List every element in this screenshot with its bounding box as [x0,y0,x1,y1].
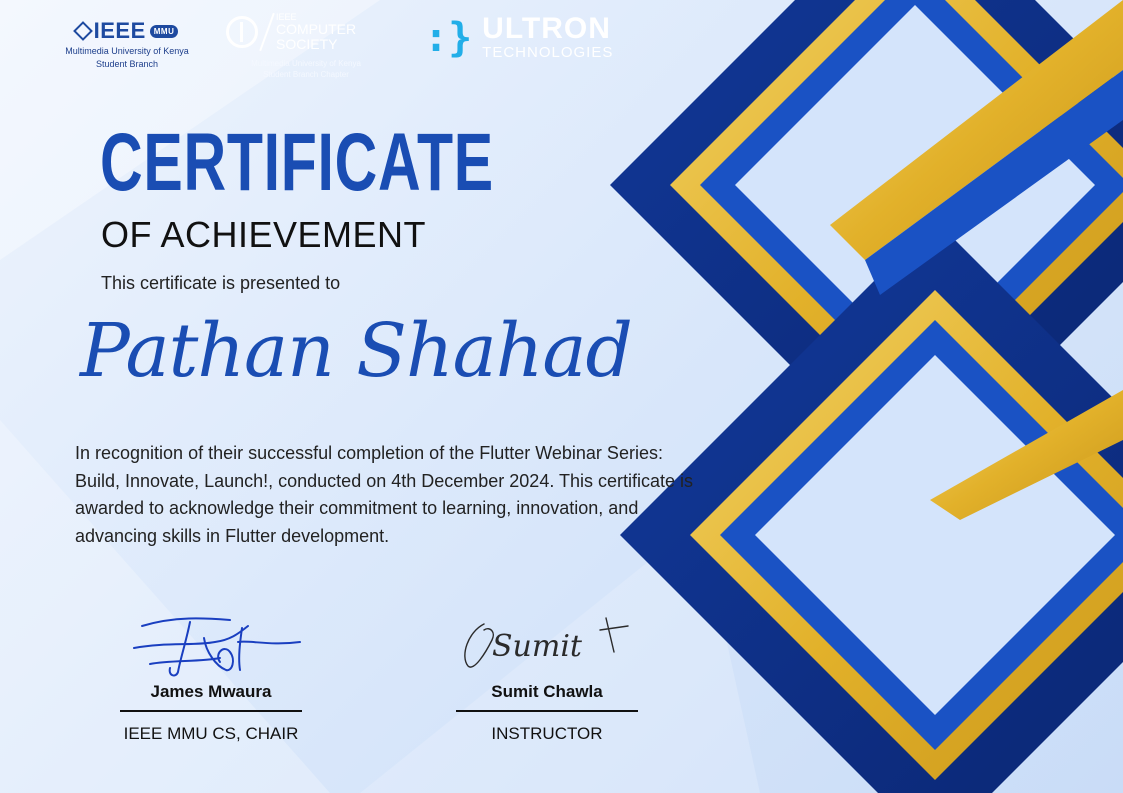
cs-university: Multimedia University of Kenya [251,59,361,68]
ultron-logo [424,14,613,62]
brace-icon: :} [424,15,473,61]
recipient-name: Pathan Shahad [80,308,632,394]
signatory-role-chair: IEEE MMU CS, CHAIR [123,724,299,743]
mmu-badge: MMU [150,25,179,38]
computer-society-logo [226,12,386,80]
ieee-logo [52,18,202,70]
ieee-text: IEEE [93,18,146,43]
signature-block-chair [120,612,302,744]
signature-instructor-text: Sumit [492,629,582,664]
signatory-name-chair: James Mwaura [120,682,302,712]
signatory-role-instructor: INSTRUCTOR [491,724,603,743]
ieee-university: Multimedia University of Kenya [65,46,189,56]
signature-block-instructor [456,612,638,744]
ieee-branch: Student Branch [95,59,159,69]
computer-society-icon [226,16,258,48]
signature-chair [120,612,302,682]
ultron-tagline: TECHNOLOGIES [482,44,614,61]
ultron-name: ULTRON [482,12,611,45]
cs-computer-text: COMPUTER [276,21,357,37]
signatory-name-instructor: Sumit Chawla [456,682,638,712]
presented-to-text: This certificate is presented to [101,273,341,293]
ieee-mark [52,18,202,44]
certificate-title: CERTIFICATE [100,117,494,208]
certificate-body: In recognition of their successful completion of the Flutter Webinar Series: Build, Innovate, Launch!, conducted on 4th December 2024. This certificate is awarded to acknowledge their commitment to learning, innovation, and advancing skills in Flutter development. [75,443,694,546]
diamond-icon [73,21,93,41]
cs-ieee-text: IEEE [276,12,297,22]
cs-chapter: Student Branch Chapter [263,70,349,79]
certificate-subtitle: OF ACHIEVEMENT [101,214,427,255]
signature-instructor [456,612,638,682]
cs-society-text: SOCIETY [276,36,338,52]
